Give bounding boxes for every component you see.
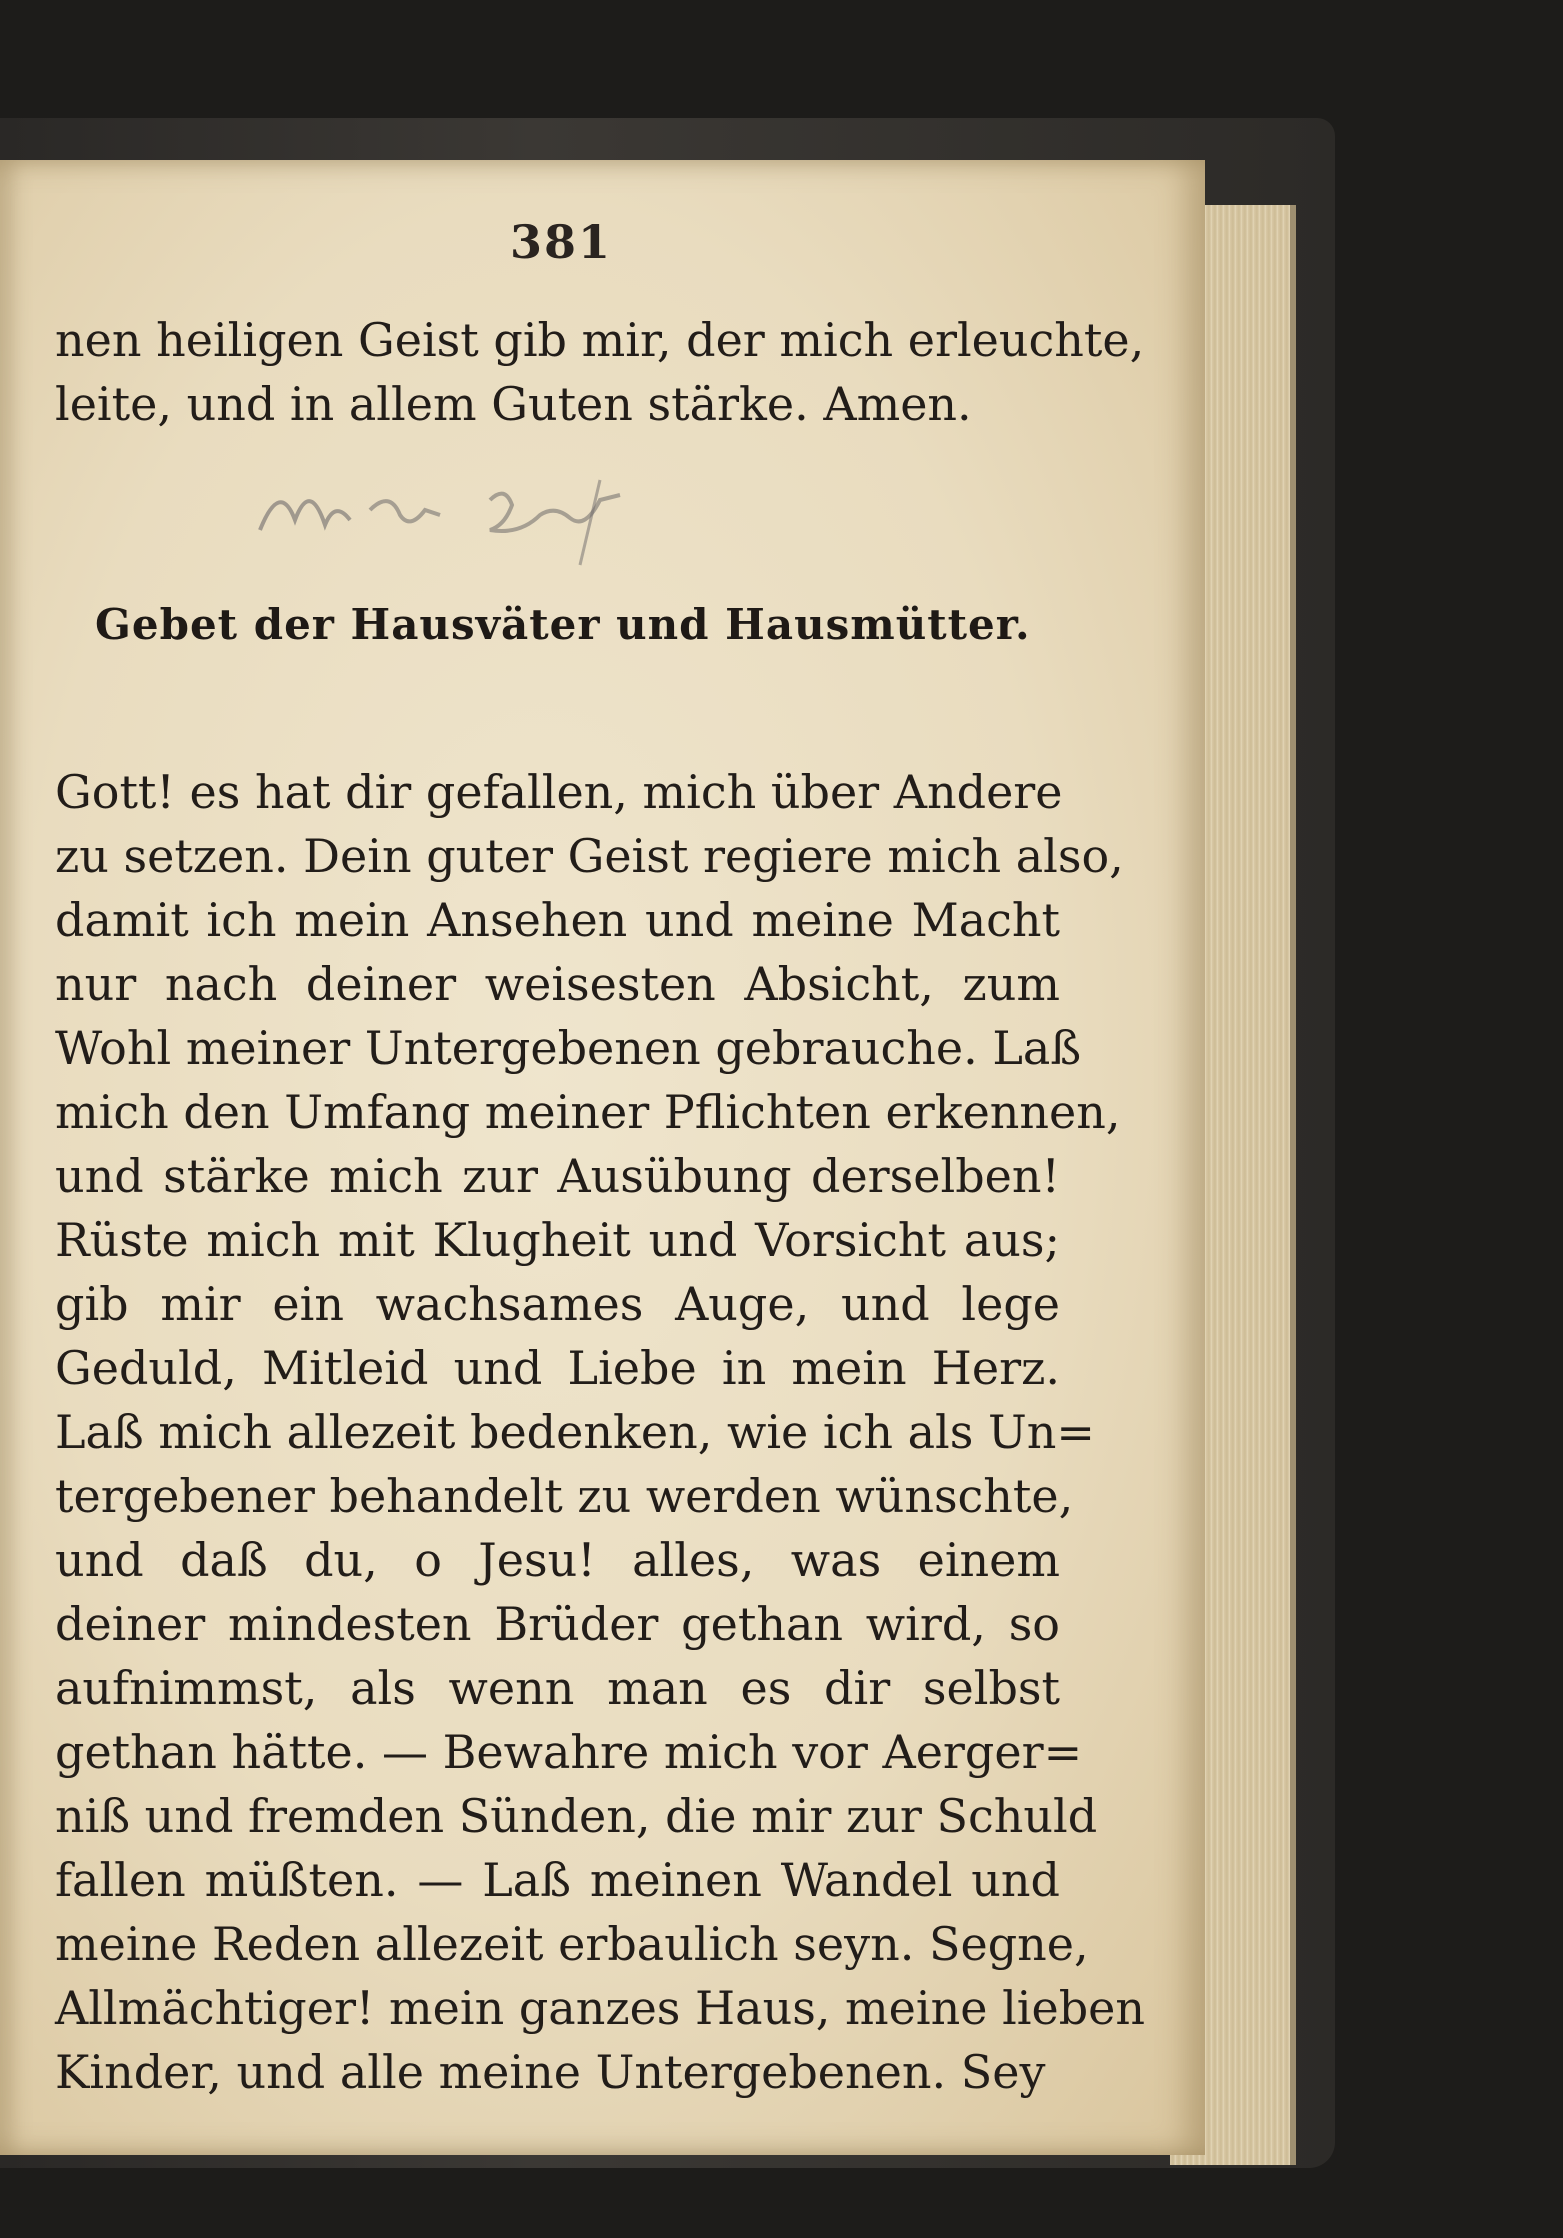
page-number: 381 <box>510 215 613 269</box>
text-line: nur nach deiner weisesten Absicht, zum <box>55 957 1060 1011</box>
prayer-heading: Gebet der Hausväter und Hausmütter. <box>95 600 1031 649</box>
book-page <box>0 160 1205 2155</box>
text-line: tergebener behandelt zu werden wünschte, <box>55 1469 1074 1523</box>
handwritten-note-mark <box>250 460 670 570</box>
text-line: damit ich mein Ansehen und meine Macht <box>55 893 1060 947</box>
text-line: aufnimmst, als wenn man es dir selbst <box>55 1661 1060 1715</box>
text-line: meine Reden allezeit erbaulich seyn. Segne, <box>55 1917 1089 1971</box>
text-line: zu setzen. Dein guter Geist regiere mich also, <box>55 829 1124 883</box>
body-text-block <box>55 760 1146 2104</box>
text-line: Gott! es hat dir gefallen, mich über Andere <box>55 765 1063 819</box>
text-line: Allmächtiger! mein ganzes Haus, meine lieben <box>55 1981 1146 2035</box>
top-text-block <box>55 308 1145 436</box>
text-line: und stärke mich zur Ausübung derselben! <box>55 1149 1060 1203</box>
text-line: Laß mich allezeit bedenken, wie ich als Un= <box>55 1405 1095 1459</box>
text-line: leite, und in allem Guten stärke. Amen. <box>55 377 972 431</box>
text-line: nen heiligen Geist gib mir, der mich erleuchte, <box>55 313 1145 367</box>
text-line: Wohl meiner Untergebenen gebrauche. Laß <box>55 1021 1082 1075</box>
text-line: Kinder, und alle meine Untergebenen. Sey <box>55 2045 1046 2099</box>
text-line: und daß du, o Jesu! alles, was einem <box>55 1533 1060 1587</box>
text-line: niß und fremden Sünden, die mir zur Schuld <box>55 1789 1098 1843</box>
text-line: fallen müßten. — Laß meinen Wandel und <box>55 1853 1060 1907</box>
text-line: mich den Umfang meiner Pflichten erkennen, <box>55 1085 1121 1139</box>
text-line: deiner mindesten Brüder gethan wird, so <box>55 1597 1060 1651</box>
text-line: gib mir ein wachsames Auge, und lege <box>55 1277 1060 1331</box>
text-line: Geduld, Mitleid und Liebe in mein Herz. <box>55 1341 1060 1395</box>
text-line: gethan hätte. — Bewahre mich vor Aerger= <box>55 1725 1083 1779</box>
text-line: Rüste mich mit Klugheit und Vorsicht aus; <box>55 1213 1060 1267</box>
